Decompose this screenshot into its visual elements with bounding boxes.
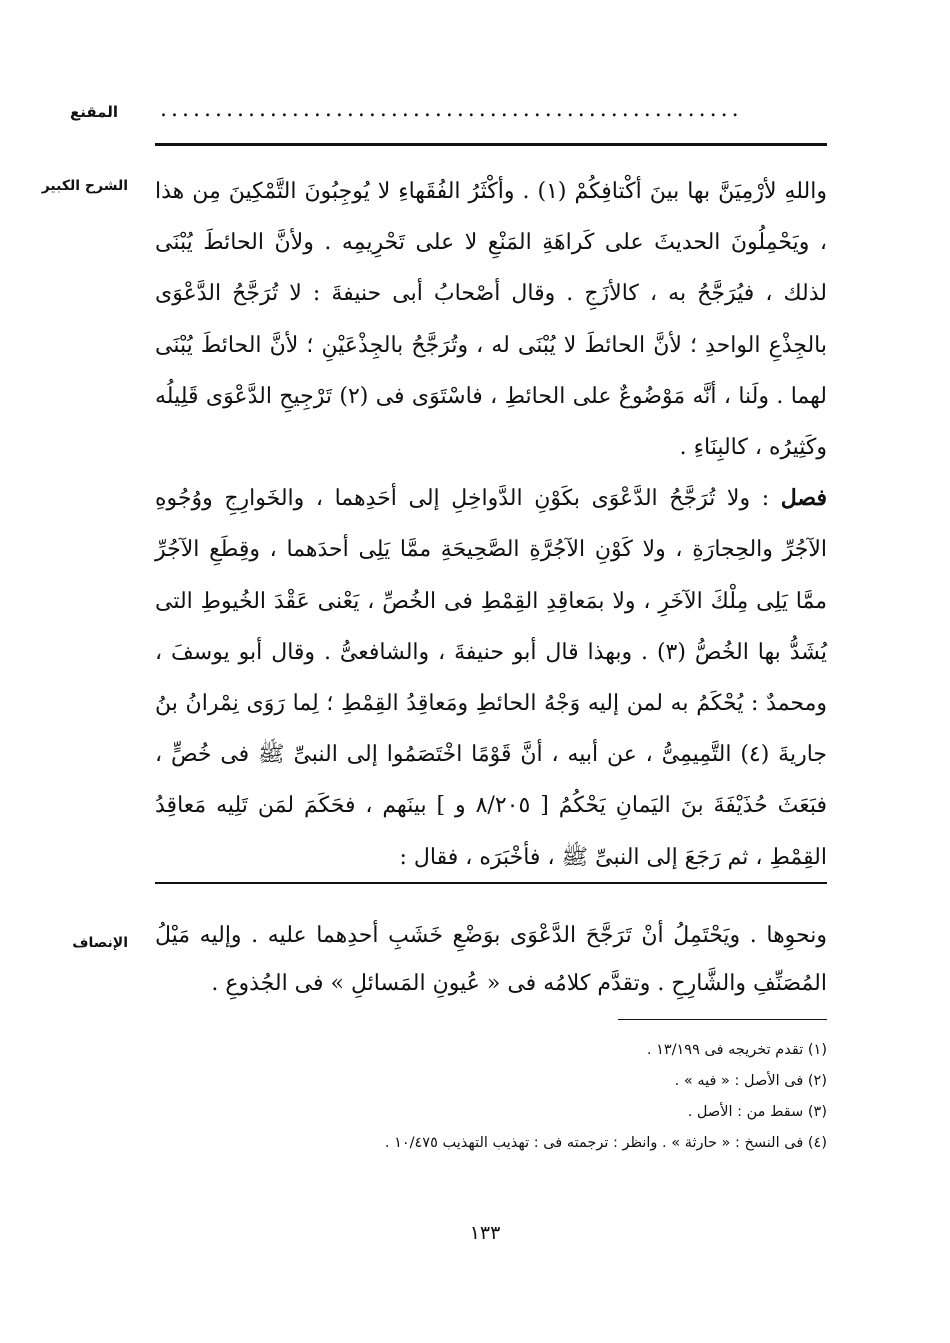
page-number: ١٣٣ (469, 1222, 501, 1244)
sharh-section (155, 166, 827, 883)
footnote-3: (٣) سقط من : الأصل . (687, 1104, 827, 1120)
header-rule (155, 143, 827, 146)
footnote-1: (١) تقدم تخريجه فى ١٣/١٩٩ . (646, 1042, 827, 1058)
footnote-separator (618, 1019, 827, 1020)
header-dotted-leader: ..................................................... (160, 98, 743, 122)
insaf-section (155, 912, 827, 1008)
sharh-paragraph-1: واللهِ لأرْمِيَنَّ بها بينَ أكْتافِكُمْ (١) . وأكْثَرُ الفُقَهاءِ لا يُوجِبُونَ التَّمْكِينَ مِن هذا ، ويَحْمِلُونَ الحديثَ على كَراهَةِ المَنْعِ لا على تَحْرِيمِه . ولأنَّ الحائطَ يُبْنَى لذلك ، فيُرَجَّحُ به ، كالأزَجِ . وقال أصْحابُ أبى حنيفةَ : لا تُرَجَّحُ الدَّعْوَى بالجِذْعِ الواحدِ ؛ لأنَّ الحائطَ لا يُبْنَى له ، وتُرَجَّحُ بالجِذْعَيْنِ ؛ لأنَّ الحائطَ يُبْنَى لهما . ولَنا ، أنَّه مَوْضُوعٌ على الحائطِ ، فاسْتَوَى فى (٢) تَرْجِيحِ الدَّعْوَى قَلِيلُه وكَثِيرُه ، كالبِنَاءِ . (155, 179, 827, 461)
footnote-2: (٢) فى الأصل : « فيه » . (674, 1073, 827, 1089)
margin-label-insaf: الإنصاف (72, 935, 128, 951)
sharh-paragraph-2 (155, 473, 827, 883)
fasl-heading: فصل (780, 485, 827, 512)
running-header-title: المقنع (70, 103, 118, 121)
insaf-paragraph: ونحوِها . ويَحْتَمِلُ أنْ تَرَجَّحَ الدَّعْوَى بوَضْعِ خَشَبِ أحدِهما عليه . وإليه مَيْلُ المُصَنِّفِ والشَّارِحِ . وتقدَّم كلامُه فى « عُيونِ المَسائلِ » فى الجُذوعِ . (155, 923, 827, 996)
margin-label-sharh: الشرح الكبير (41, 178, 128, 194)
sharh-paragraph-2-text: : ولا تُرَجَّحُ الدَّعْوَى بكَوْنِ الدَّواخِلِ إلى أحَدِهما ، والخَوارِجِ ووُجُوهِ الآجُرِّ والحِجارَةِ ، ولا كَوْنِ الآجُرَّةِ الصَّحِيحَةِ ممَّا يَلِى أحدَهما ، وقِطَعِ الآجُرِّ ممَّا يَلِى مِلْكَ الآخَرِ ، ولا بمَعاقِدِ القِمْطِ فى الخُصِّ ، يَعْنى عَقْدَ الخُيوطِ التى يُشَدُّ بها الخُصُّ (٣) . وبهذا قال أبو حنيفةَ ، والشافعىُّ . وقال أبو يوسفَ ، ومحمدٌ : يُحْكَمُ به لمن إليه وَجْهُ الحائطِ ومَعاقِدُ القِمْطِ ؛ لِما رَوَى نِمْرانُ بنُ جاريةَ (٤) التَّمِيمِىُّ ، عن أبيه ، أنَّ قَوْمًا اخْتَصَمُوا إلى النبىِّ ﷺ فى خُصٍّ ، فبَعَثَ حُذَيْفَةَ بنَ اليَمانِ يَحْكُمُ [ ٨/٢٠٥ و ] بينَهم ، فحَكَمَ لمَن تَلِيه مَعاقِدُ القِمْطِ ، ثم رَجَعَ إلى النبىِّ ﷺ ، فأخْبَرَه ، فقال : (155, 486, 828, 870)
footnote-4: (٤) فى النسخ : « حارثة » . وانظر : ترجمته فى : تهذيب التهذيب ١٠/٤٧٥ . (384, 1135, 827, 1151)
footnotes (300, 1035, 827, 1159)
section-divider (155, 882, 827, 884)
